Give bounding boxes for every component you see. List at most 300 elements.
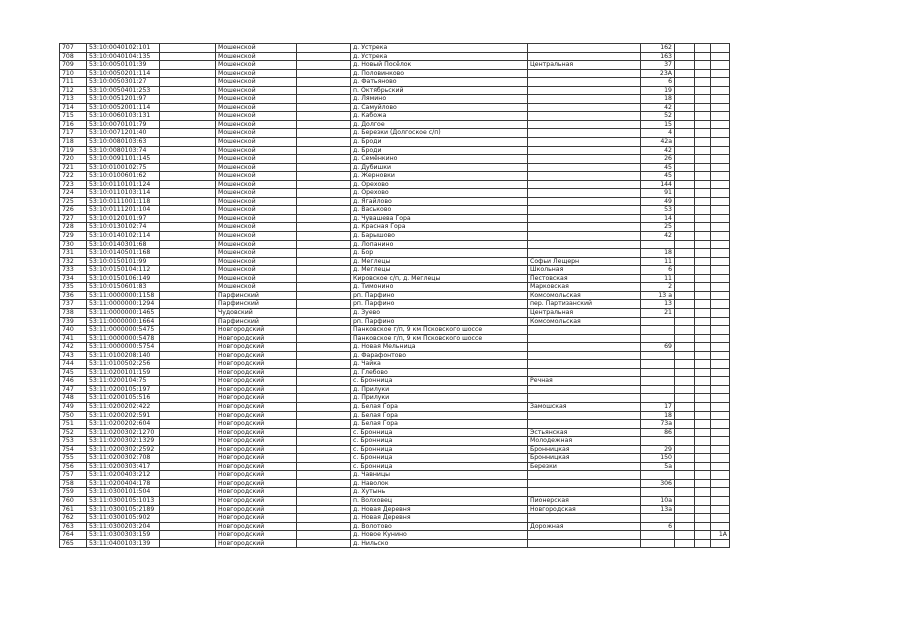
locality-cell: д. Лопанино [351,240,528,249]
row-number-cell: 755 [60,454,87,463]
col-5-cell [297,420,351,429]
col-10-cell [695,206,711,215]
street-cell [528,189,641,198]
table-row [60,394,730,403]
house-number-cell: 10а [641,496,675,505]
table-row [60,163,730,172]
row-number-cell: 760 [60,496,87,505]
col-3-cell [160,283,216,292]
col-11-cell [711,420,730,429]
col-11-cell [711,155,730,164]
col-10-cell [695,223,711,232]
col-9-cell [675,283,695,292]
col-10-cell [695,155,711,164]
table-row [60,454,730,463]
house-number-cell: 18 [641,249,675,258]
locality-cell: д. Зуево [351,308,528,317]
table-row [60,317,730,326]
col-10-cell [695,138,711,147]
district-cell: Новгородский [216,445,297,454]
locality-cell: д. Хутынь [351,488,528,497]
district-cell: Мошенской [216,146,297,155]
house-number-cell: 52 [641,112,675,121]
col-5-cell [297,505,351,514]
table-row [60,189,730,198]
col-11-cell [711,52,730,61]
col-11-cell [711,232,730,241]
col-9-cell [675,78,695,87]
street-cell: Дорожная [528,522,641,531]
cadastral-number-cell: 53:10:0140301:68 [87,240,160,249]
cadastral-number-cell: 53:11:0000000:1664 [87,317,160,326]
locality-cell: д. Орехово [351,189,528,198]
col-10-cell [695,86,711,95]
col-5-cell [297,78,351,87]
col-9-cell [675,120,695,129]
locality-cell: д. Наволок [351,479,528,488]
col-9-cell [675,274,695,283]
row-number-cell: 719 [60,146,87,155]
col-5-cell [297,240,351,249]
col-5-cell [297,428,351,437]
col-5-cell [297,496,351,505]
locality-cell: Кировское с/п, д. Меглецы [351,274,528,283]
col-5-cell [297,377,351,386]
table-row [60,514,730,523]
house-number-cell [641,471,675,480]
col-9-cell [675,394,695,403]
col-3-cell [160,78,216,87]
row-number-cell: 731 [60,249,87,258]
house-number-cell [641,514,675,523]
house-number-cell [641,394,675,403]
district-cell: Новгородский [216,462,297,471]
locality-cell: д. Половинково [351,69,528,78]
district-cell: Мошенской [216,163,297,172]
cadastral-number-cell: 53:11:0200302:1270 [87,428,160,437]
col-9-cell [675,454,695,463]
col-10-cell [695,351,711,360]
col-10-cell [695,61,711,70]
col-5-cell [297,343,351,352]
table-row [60,420,730,429]
col-3-cell [160,317,216,326]
col-5-cell [297,103,351,112]
col-10-cell [695,334,711,343]
col-10-cell [695,343,711,352]
col-10-cell [695,274,711,283]
locality-cell: д. Новая Деревня [351,505,528,514]
house-number-cell: 23А [641,69,675,78]
house-number-cell: 163 [641,52,675,61]
cadastral-number-cell: 53:10:0050101:39 [87,61,160,70]
locality-cell: д. Фарафонтово [351,351,528,360]
locality-cell: д. Чувашева Гора [351,214,528,223]
row-number-cell: 746 [60,377,87,386]
row-number-cell: 754 [60,445,87,454]
row-number-cell: 744 [60,360,87,369]
house-number-cell: 49 [641,197,675,206]
row-number-cell: 762 [60,514,87,523]
table-row [60,129,730,138]
row-number-cell: 737 [60,300,87,309]
col-9-cell [675,334,695,343]
locality-cell: д. Лямино [351,95,528,104]
row-number-cell: 736 [60,291,87,300]
row-number-cell: 730 [60,240,87,249]
col-9-cell [675,291,695,300]
col-10-cell [695,129,711,138]
street-cell: Комсомольская [528,291,641,300]
col-9-cell [675,240,695,249]
locality-cell: рп. Парфино [351,300,528,309]
table-row [60,240,730,249]
cadastral-number-cell: 53:10:0150104:112 [87,266,160,275]
col-10-cell [695,496,711,505]
col-11-cell [711,462,730,471]
col-9-cell [675,317,695,326]
cadastral-number-cell: 53:11:0200202:604 [87,420,160,429]
col-9-cell [675,257,695,266]
col-10-cell [695,326,711,335]
col-11-cell [711,86,730,95]
district-cell: Мошенской [216,172,297,181]
col-3-cell [160,249,216,258]
col-9-cell [675,462,695,471]
table-row [60,402,730,411]
col-10-cell [695,249,711,258]
col-3-cell [160,206,216,215]
col-11-cell [711,61,730,70]
locality-cell: с. Бронница [351,462,528,471]
cadastral-number-cell: 53:11:0300101:504 [87,488,160,497]
house-number-cell [641,539,675,548]
col-5-cell [297,291,351,300]
house-number-cell [641,531,675,540]
col-11-cell [711,488,730,497]
row-number-cell: 740 [60,326,87,335]
col-3-cell [160,172,216,181]
col-5-cell [297,197,351,206]
col-5-cell [297,471,351,480]
col-10-cell [695,462,711,471]
col-10-cell [695,172,711,181]
house-number-cell [641,385,675,394]
table-row [60,180,730,189]
col-11-cell [711,368,730,377]
col-10-cell [695,428,711,437]
locality-cell: Панковское г/п, 9 км Псковского шоссе [351,326,528,335]
col-11-cell [711,343,730,352]
locality-cell: д. Броди [351,146,528,155]
col-10-cell [695,377,711,386]
street-cell [528,232,641,241]
col-3-cell [160,326,216,335]
locality-cell: рп. Парфино [351,317,528,326]
col-9-cell [675,129,695,138]
locality-cell: д. Чайка [351,360,528,369]
row-number-cell: 739 [60,317,87,326]
col-9-cell [675,197,695,206]
col-3-cell [160,300,216,309]
col-9-cell [675,163,695,172]
col-10-cell [695,300,711,309]
cadastral-number-cell: 53:10:0040102:101 [87,44,160,53]
col-9-cell [675,385,695,394]
table-row [60,214,730,223]
col-3-cell [160,129,216,138]
col-5-cell [297,462,351,471]
col-3-cell [160,462,216,471]
row-number-cell: 743 [60,351,87,360]
col-11-cell [711,454,730,463]
col-3-cell [160,308,216,317]
table-row [60,274,730,283]
col-11-cell [711,283,730,292]
col-9-cell [675,445,695,454]
col-5-cell [297,138,351,147]
row-number-cell: 738 [60,308,87,317]
col-9-cell [675,496,695,505]
street-cell [528,206,641,215]
street-cell [528,334,641,343]
district-cell: Новгородский [216,471,297,480]
col-9-cell [675,514,695,523]
cadastral-number-cell: 53:11:0300105:1013 [87,496,160,505]
cadastral-number-cell: 53:11:0400103:139 [87,539,160,548]
col-3-cell [160,103,216,112]
col-5-cell [297,326,351,335]
row-number-cell: 712 [60,86,87,95]
house-number-cell: 14 [641,214,675,223]
col-10-cell [695,411,711,420]
col-5-cell [297,163,351,172]
col-5-cell [297,317,351,326]
street-cell [528,155,641,164]
col-5-cell [297,223,351,232]
col-3-cell [160,514,216,523]
col-9-cell [675,351,695,360]
house-number-cell [641,377,675,386]
table-row [60,488,730,497]
house-number-cell [641,317,675,326]
row-number-cell: 726 [60,206,87,215]
district-cell: Чудовский [216,308,297,317]
district-cell: Новгородский [216,377,297,386]
col-10-cell [695,197,711,206]
district-cell: Мошенской [216,189,297,198]
street-cell [528,343,641,352]
col-3-cell [160,266,216,275]
col-5-cell [297,368,351,377]
district-cell: Новгородский [216,360,297,369]
row-number-cell: 763 [60,522,87,531]
house-number-cell [641,368,675,377]
col-3-cell [160,44,216,53]
col-9-cell [675,531,695,540]
locality-cell: д. Семёнкино [351,155,528,164]
cadastral-number-cell: 53:10:0060103:131 [87,112,160,121]
house-number-cell: 6 [641,522,675,531]
cadastral-number-cell: 53:11:0200302:708 [87,454,160,463]
table-row [60,206,730,215]
table-row [60,283,730,292]
col-11-cell [711,334,730,343]
house-number-cell: 21 [641,308,675,317]
cadastral-number-cell: 53:10:0071201:40 [87,129,160,138]
row-number-cell: 765 [60,539,87,548]
street-cell [528,385,641,394]
col-10-cell [695,368,711,377]
cadastral-number-cell: 53:11:0300303:159 [87,531,160,540]
street-cell [528,240,641,249]
district-cell: Новгородский [216,496,297,505]
cadastral-number-cell: 53:10:0080103:63 [87,138,160,147]
table-row [60,86,730,95]
col-3-cell [160,488,216,497]
row-number-cell: 722 [60,172,87,181]
col-11-cell [711,274,730,283]
street-cell [528,120,641,129]
col-3-cell [160,223,216,232]
cadastral-number-cell: 53:10:0080103:74 [87,146,160,155]
locality-cell: д. Барышово [351,232,528,241]
street-cell: Комсомольская [528,317,641,326]
street-cell [528,180,641,189]
col-5-cell [297,44,351,53]
cadastral-number-cell: 53:11:0300105:902 [87,514,160,523]
district-cell: Новгородский [216,334,297,343]
row-number-cell: 758 [60,479,87,488]
district-cell: Мошенской [216,257,297,266]
address-table [59,43,730,548]
street-cell [528,531,641,540]
locality-cell: д. Белая Гора [351,402,528,411]
col-10-cell [695,291,711,300]
house-number-cell: 4 [641,129,675,138]
row-number-cell: 713 [60,95,87,104]
col-11-cell [711,69,730,78]
house-number-cell: 13 [641,300,675,309]
col-10-cell [695,120,711,129]
col-3-cell [160,420,216,429]
district-cell: Мошенской [216,86,297,95]
district-cell: Мошенской [216,155,297,164]
cadastral-number-cell: 53:11:0200105:197 [87,385,160,394]
row-number-cell: 732 [60,257,87,266]
col-11-cell [711,496,730,505]
col-9-cell [675,505,695,514]
col-11-cell [711,163,730,172]
cadastral-number-cell: 53:11:0000000:5478 [87,334,160,343]
house-number-cell: 17 [641,402,675,411]
col-9-cell [675,308,695,317]
locality-cell: с. Бронница [351,377,528,386]
col-10-cell [695,539,711,548]
col-9-cell [675,44,695,53]
street-cell [528,368,641,377]
col-9-cell [675,95,695,104]
cadastral-number-cell: 53:11:0200104:75 [87,377,160,386]
cadastral-number-cell: 53:11:0000000:5475 [87,326,160,335]
district-cell: Новгородский [216,531,297,540]
street-cell: Бронницкая [528,454,641,463]
district-cell: Новгородский [216,394,297,403]
col-11-cell [711,394,730,403]
district-cell: Новгородский [216,505,297,514]
col-9-cell [675,61,695,70]
row-number-cell: 751 [60,420,87,429]
col-10-cell [695,522,711,531]
district-cell: Мошенской [216,197,297,206]
row-number-cell: 764 [60,531,87,540]
table-row [60,471,730,480]
cadastral-number-cell: 53:10:0091101:145 [87,155,160,164]
col-3-cell [160,368,216,377]
col-11-cell [711,411,730,420]
street-cell [528,223,641,232]
cadastral-number-cell: 53:10:0052001:114 [87,103,160,112]
col-5-cell [297,308,351,317]
col-9-cell [675,377,695,386]
district-cell: Мошенской [216,61,297,70]
col-9-cell [675,360,695,369]
col-10-cell [695,488,711,497]
district-cell: Мошенской [216,283,297,292]
house-number-cell: 29 [641,445,675,454]
house-number-cell: 86 [641,428,675,437]
street-cell: Марковская [528,283,641,292]
house-number-cell: 144 [641,180,675,189]
cadastral-number-cell: 53:10:0130102:74 [87,223,160,232]
row-number-cell: 728 [60,223,87,232]
col-3-cell [160,402,216,411]
col-9-cell [675,479,695,488]
locality-cell: с. Бронница [351,445,528,454]
district-cell: Новгородский [216,385,297,394]
locality-cell: д. Орехово [351,180,528,189]
col-10-cell [695,437,711,446]
district-cell: Новгородский [216,479,297,488]
district-cell: Мошенской [216,112,297,121]
col-3-cell [160,522,216,531]
locality-cell: д. Васьково [351,206,528,215]
col-10-cell [695,44,711,53]
house-number-cell: 162 [641,44,675,53]
col-5-cell [297,129,351,138]
house-number-cell: 18 [641,411,675,420]
locality-cell: д. Устрека [351,44,528,53]
col-9-cell [675,249,695,258]
col-10-cell [695,146,711,155]
locality-cell: д. Новая Деревня [351,514,528,523]
col-9-cell [675,52,695,61]
district-cell: Мошенской [216,52,297,61]
street-cell: Пионерская [528,496,641,505]
street-cell [528,69,641,78]
col-5-cell [297,189,351,198]
house-number-cell [641,360,675,369]
cadastral-number-cell: 53:10:0150101:99 [87,257,160,266]
cadastral-number-cell: 53:10:0050201:114 [87,69,160,78]
col-11-cell [711,300,730,309]
col-11-cell [711,514,730,523]
cadastral-number-cell: 53:10:0111001:118 [87,197,160,206]
col-3-cell [160,360,216,369]
row-number-cell: 724 [60,189,87,198]
row-number-cell: 759 [60,488,87,497]
row-number-cell: 723 [60,180,87,189]
